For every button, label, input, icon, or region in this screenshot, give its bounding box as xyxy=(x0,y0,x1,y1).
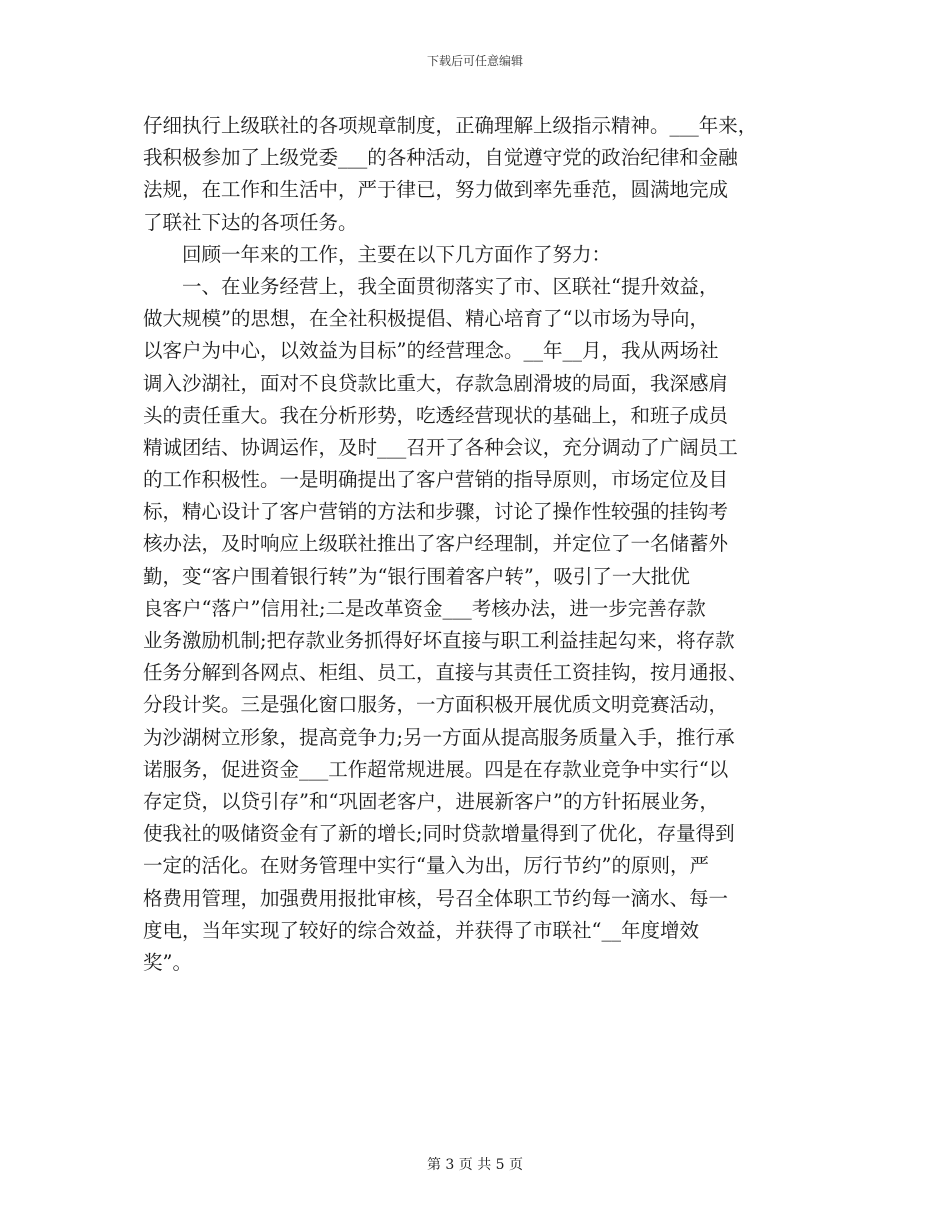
text-line: 格费用管理，加强费用报批审核，号召全体职工节约每一滴水、每一 xyxy=(143,886,729,910)
page-header: 下载后可任意编辑 xyxy=(426,54,523,68)
text-line: 业务激励机制;把存款业务抓得好坏直接与职工利益挂起勾来，将存款 xyxy=(143,629,735,652)
text-line: 奖”。 xyxy=(143,950,192,974)
text-line: 度电，当年实现了较好的综合效益，并获得了市联社“__年度增效 xyxy=(143,918,699,942)
paragraph xyxy=(143,110,813,239)
text-line: 一、在业务经营上，我全面贯彻落实了市、区联社“提升效益， xyxy=(182,274,719,298)
text-line: 调入沙湖社，面对不良贷款比重大，存款急剧滑坡的局面，我深感肩 xyxy=(143,371,729,395)
text-line: 精诚团结、协调运作，及时___召开了各种会议，充分调动了广阔员工 xyxy=(143,435,738,459)
text-line: 的工作积极性。一是明确提出了客户营销的指导原则，市场定位及目 xyxy=(143,468,729,492)
text-line: 一定的活化。在财务管理中实行“量入为出，厉行节约”的原则，严 xyxy=(143,854,709,878)
text-line: 良客户“落户”信用社;二是改革资金___考核办法，进一步完善存款 xyxy=(143,596,706,620)
text-line: 仔细执行上级联社的各项规章制度，正确理解上级指示精神。___年来， xyxy=(143,114,758,137)
text-line: 勤，变“客户围着银行转”为“银行围着客户转”，吸引了一大批优 xyxy=(143,564,690,588)
text-line: 回顾一年来的工作，主要在以下几方面作了努力： xyxy=(182,242,612,266)
text-line: 为沙湖树立形象，提高竞争力;另一方面从提高服务质量入手，推行承 xyxy=(143,725,735,749)
text-line: 做大规模”的思想，在全社积极提倡、精心培育了“以市场为导向， xyxy=(143,307,709,331)
text-line: 标，精心设计了客户营销的方法和步骤，讨论了操作性较强的挂钩考 xyxy=(143,500,729,524)
text-line: 分段计奖。三是强化窗口服务，一方面积极开展优质文明竞赛活动， xyxy=(143,693,729,717)
text-line: 任务分解到各网点、柜组、员工，直接与其责任工资挂钩，按月通报、 xyxy=(143,661,748,685)
text-line: 核办法，及时响应上级联社推出了客户经理制，并定位了一名储蓄外 xyxy=(143,532,729,556)
text-line: 了联社下达的各项任务。 xyxy=(143,210,358,234)
document-body xyxy=(143,110,813,979)
text-line: 我积极参加了上级党委___的各种活动，自觉遵守党的政治纪律和金融 xyxy=(143,146,738,170)
text-line: 头的责任重大。我在分析形势，吃透经营现状的基础上，和班子成员 xyxy=(143,403,729,427)
text-line: 存定贷，以贷引存”和“巩固老客户，进展新客户”的方针拓展业务， xyxy=(143,789,719,813)
paragraph xyxy=(143,271,813,979)
text-line: 法规，在工作和生活中，严于律已，努力做到率先垂范，圆满地完成 xyxy=(143,178,729,202)
text-line: 使我社的吸储资金有了新的增长;同时贷款增量得到了优化，存量得到 xyxy=(143,822,735,846)
paragraph xyxy=(143,239,813,271)
text-line: 以客户为中心，以效益为目标”的经营理念。__年__月，我从两场社 xyxy=(143,339,719,363)
page-footer: 第 3 页 共 5 页 xyxy=(426,1157,524,1173)
text-line: 诺服务，促进资金___工作超常规进展。四是在存款业竞争中实行“以 xyxy=(143,757,729,781)
